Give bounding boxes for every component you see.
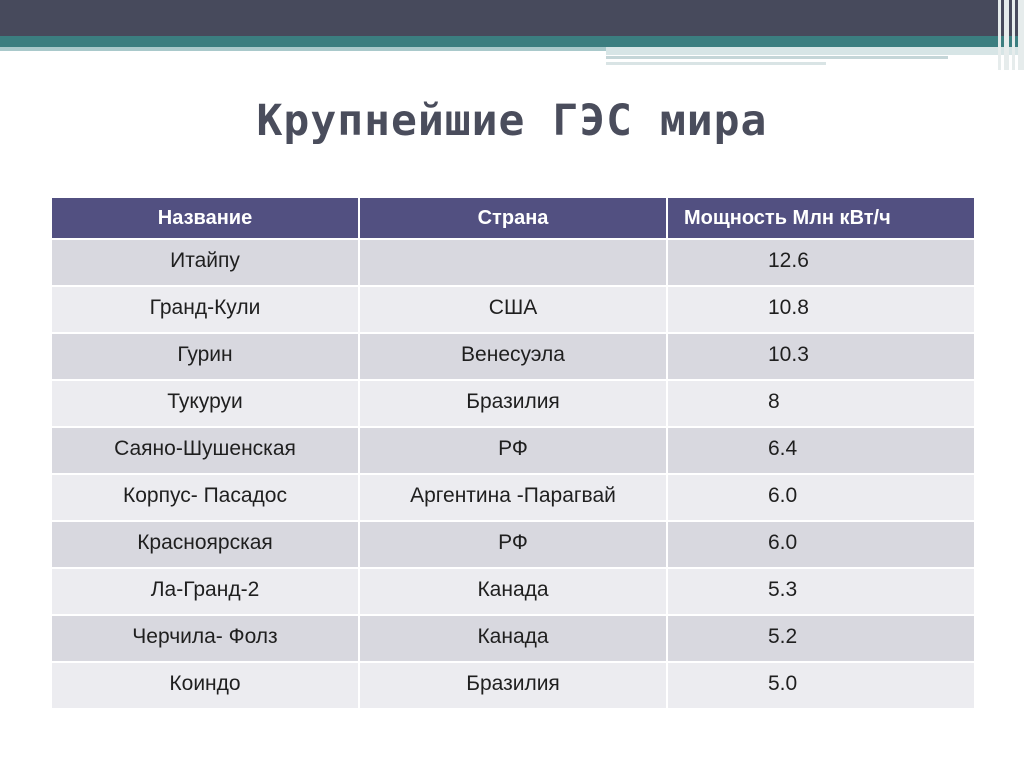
cell-country: РФ xyxy=(359,427,667,474)
header-band-teal xyxy=(0,36,1024,47)
cell-name: Черчила- Фолз xyxy=(52,615,359,662)
cell-power: 10.8 xyxy=(667,286,974,333)
cell-name: Красноярская xyxy=(52,521,359,568)
cell-power: 8 xyxy=(667,380,974,427)
header-band-light xyxy=(0,47,606,51)
cell-name: Коиндо xyxy=(52,662,359,708)
edge-stripe xyxy=(998,0,1001,70)
cell-country: РФ xyxy=(359,521,667,568)
table-row xyxy=(52,333,974,380)
header-band-line xyxy=(606,62,826,65)
cell-name: Итайпу xyxy=(52,239,359,286)
column-header-country: Страна xyxy=(359,198,667,239)
cell-power: 10.3 xyxy=(667,333,974,380)
cell-country: Аргентина -Парагвай xyxy=(359,474,667,521)
cell-name: Тукуруи xyxy=(52,380,359,427)
cell-country: Венесуэла xyxy=(359,333,667,380)
table-row xyxy=(52,474,974,521)
hydro-plants-table xyxy=(52,198,974,708)
edge-stripe xyxy=(1004,0,1009,70)
cell-country: Канада xyxy=(359,615,667,662)
cell-power: 6.0 xyxy=(667,521,974,568)
column-header-name: Название xyxy=(52,198,359,239)
cell-country: США xyxy=(359,286,667,333)
cell-name: Гранд-Кули xyxy=(52,286,359,333)
cell-power: 6.4 xyxy=(667,427,974,474)
table-row xyxy=(52,286,974,333)
cell-name: Ла-Гранд-2 xyxy=(52,568,359,615)
cell-name: Гурин xyxy=(52,333,359,380)
table-row xyxy=(52,615,974,662)
table-header-row xyxy=(52,198,974,239)
cell-country: Бразилия xyxy=(359,380,667,427)
cell-power: 5.0 xyxy=(667,662,974,708)
cell-name: Корпус- Пасадос xyxy=(52,474,359,521)
header-band-line xyxy=(606,56,948,59)
cell-power: 6.0 xyxy=(667,474,974,521)
cell-country: Канада xyxy=(359,568,667,615)
edge-stripe xyxy=(1018,0,1024,70)
cell-name: Саяно-Шушенская xyxy=(52,427,359,474)
table-row xyxy=(52,239,974,286)
cell-power: 5.3 xyxy=(667,568,974,615)
cell-power: 12.6 xyxy=(667,239,974,286)
cell-country xyxy=(359,239,667,286)
table-row xyxy=(52,427,974,474)
page-title: Крупнейшие ГЭС мира xyxy=(256,96,768,146)
table-row xyxy=(52,380,974,427)
column-header-power: Мощность Млн кВт/ч xyxy=(667,198,974,239)
table-row xyxy=(52,662,974,708)
edge-stripes xyxy=(994,0,1024,70)
table-row xyxy=(52,521,974,568)
cell-country: Бразилия xyxy=(359,662,667,708)
cell-power: 5.2 xyxy=(667,615,974,662)
header-band-dark xyxy=(0,0,1024,36)
header-band-step xyxy=(606,47,1024,55)
table-row xyxy=(52,568,974,615)
edge-stripe xyxy=(1012,0,1015,70)
